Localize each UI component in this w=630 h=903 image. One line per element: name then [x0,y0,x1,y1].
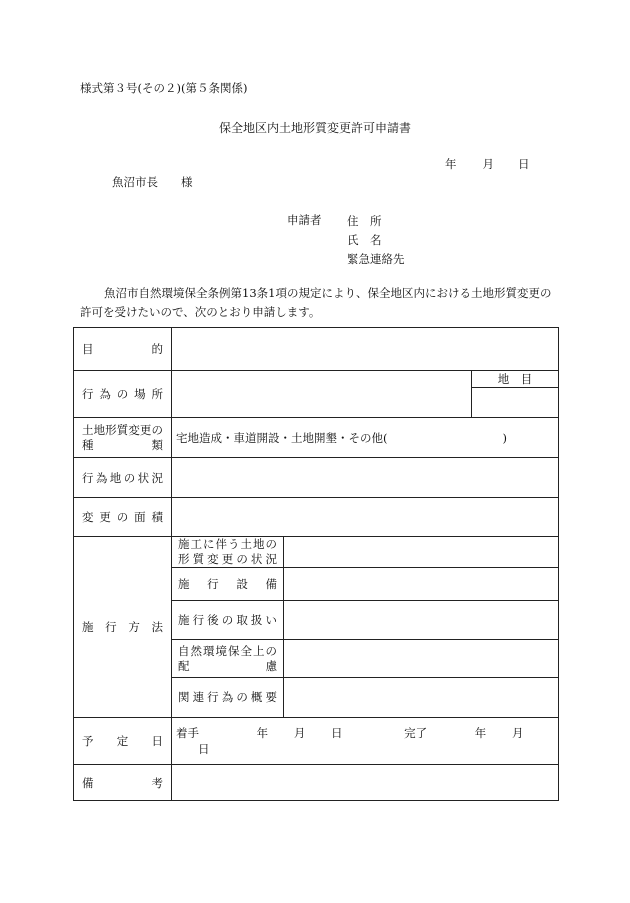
method-sub-5-label: 関連行為の概要 [172,678,284,718]
location-field[interactable] [172,371,472,418]
row-location-top [74,371,559,388]
remarks-field[interactable] [172,765,559,801]
row-remarks [74,765,559,801]
applicant-address: 住 所 [347,214,382,228]
date-year: 年 [445,157,457,171]
start-year: 年 [256,726,269,740]
site-condition-label: 行為地の状況 [74,458,172,498]
application-form-table [73,327,559,801]
schedule-field[interactable] [172,718,559,765]
form-number: 様式第３号(その２)(第５条関係) [80,81,248,95]
complete-day: 日 [198,742,210,756]
method-sub-1-label: 施工に伴う土地の形質変更の状況 [172,537,284,568]
method-sub-3-field[interactable] [284,601,559,640]
change-type-label: 土地形質変更の種類 [74,418,172,458]
statement-line-1: 魚沼市自然環境保全条例第13条1項の規定により、保全地区内における土地形質変更の [104,286,552,300]
applicant-name: 氏 名 [347,233,382,247]
complete-month: 月 [511,726,524,740]
application-statement [80,284,560,322]
area-label: 変更の面積 [74,498,172,537]
method-label: 施行方法 [74,537,172,718]
change-type-options[interactable]: 宅地造成・車道開設・土地開墾・その他( ) [172,418,559,458]
applicant-emergency-contact: 緊急連絡先 [347,252,405,266]
remarks-label: 備考 [74,765,172,801]
method-sub-1-field[interactable] [284,537,559,568]
area-field[interactable] [172,498,559,537]
location-label: 行為の場所 [74,371,172,418]
row-purpose [74,328,559,371]
site-condition-field[interactable] [172,458,559,498]
applicant-label: 申請者 [287,213,322,227]
page-title: 保全地区内土地形質変更許可申請書 [218,121,411,135]
method-sub-4-label: 自然環境保全上の配慮 [172,640,284,678]
row-change-type [74,418,559,458]
date-month: 月 [482,157,494,171]
row-method-1 [74,537,559,568]
purpose-field[interactable] [172,328,559,371]
method-sub-5-field[interactable] [284,678,559,718]
addressee: 魚沼市長 様 [112,175,193,189]
method-sub-3-label: 施行後の取扱い [172,601,284,640]
complete-year: 年 [474,726,487,740]
land-category-label: 地 目 [472,371,559,388]
row-area [74,498,559,537]
land-category-field[interactable] [472,388,559,418]
method-sub-2-label: 施行設備 [172,568,284,601]
complete-label: 完了 [404,726,428,740]
method-sub-2-field[interactable] [284,568,559,601]
application-date [445,156,548,172]
start-label: 着手 [176,726,199,740]
start-day: 日 [330,726,343,740]
purpose-label: 目的 [74,328,172,371]
start-month: 月 [293,726,306,740]
schedule-label: 予定日 [74,718,172,765]
row-site-condition [74,458,559,498]
applicant-fields [347,212,405,269]
method-sub-4-field[interactable] [284,640,559,678]
statement-line-2: 許可を受けたいので、次のとおり申請します。 [80,305,321,319]
row-schedule [74,718,559,765]
date-day: 日 [518,157,530,171]
